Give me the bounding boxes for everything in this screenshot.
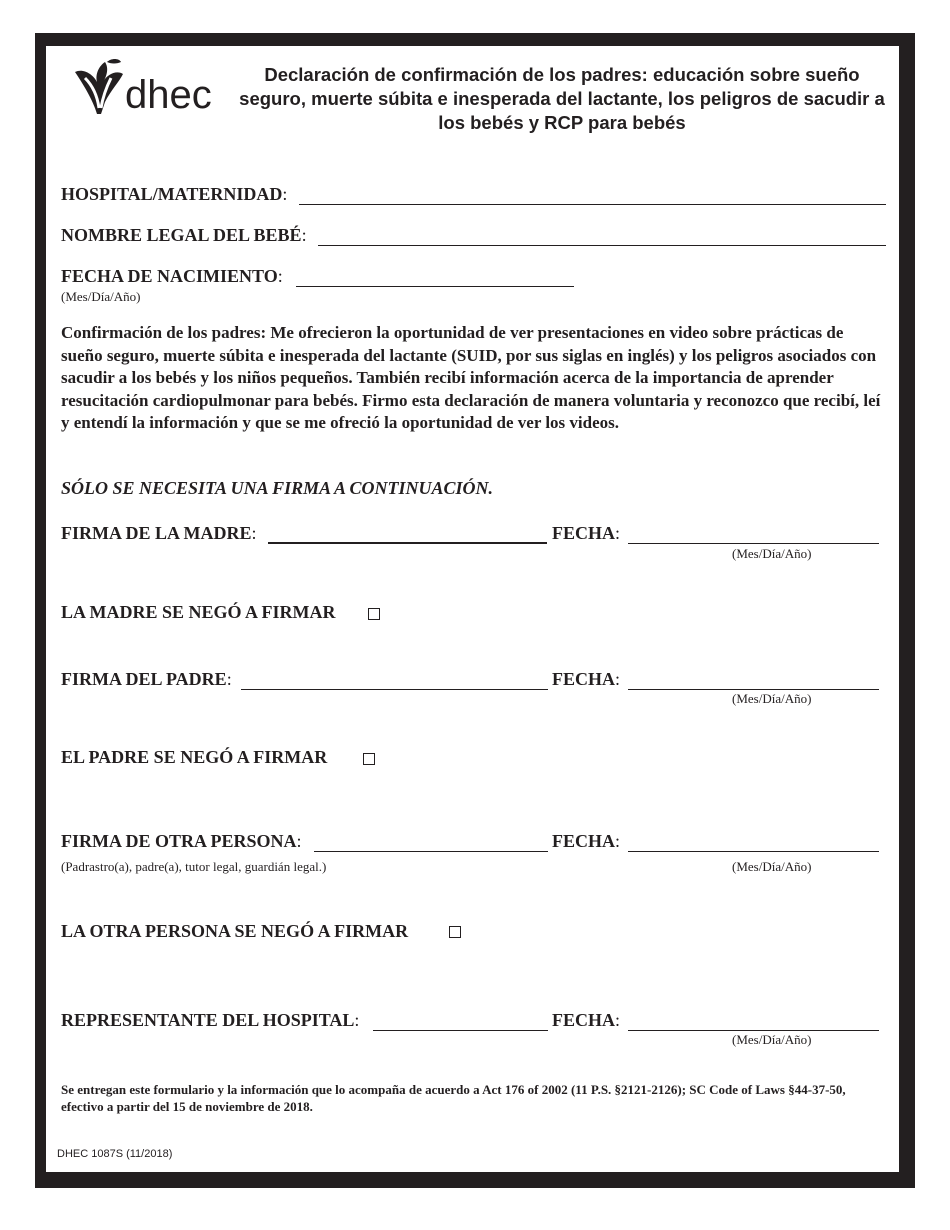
legal-footer: Se entregan este formulario y la información que lo acompaña de acuerdo a Act 176 of 2002 (11 P.S. §2121-2126); SC Code of Laws §44-37-50, efectivo a partir del 15 de noviembre de 2018. bbox=[61, 1082, 846, 1114]
father-refused-checkbox[interactable] bbox=[363, 753, 375, 765]
birth-date-label: FECHA DE NACIMIENTO: bbox=[61, 266, 283, 286]
mother-date-field[interactable] bbox=[628, 543, 879, 544]
form-title: Declaración de confirmación de los padres: educación sobre sueño seguro, muerte súbita e inesperada del lactante, los peligros de sacudir a los bebés y RCP para bebés bbox=[239, 64, 885, 133]
dhec-logo bbox=[71, 58, 216, 118]
father-date-field[interactable] bbox=[628, 689, 879, 690]
other-date-hint: (Mes/Día/Año) bbox=[732, 859, 812, 874]
hospital-label: HOSPITAL/MATERNIDAD: bbox=[61, 184, 288, 204]
other-person-hint: (Padrastro(a), padre(a), tutor legal, guardián legal.) bbox=[61, 859, 327, 874]
father-date-hint: (Mes/Día/Año) bbox=[732, 691, 812, 706]
other-signature-field[interactable] bbox=[314, 851, 548, 852]
mother-refused-label: LA MADRE SE NEGÓ A FIRMAR bbox=[61, 602, 336, 622]
other-date-label: FECHA: bbox=[552, 831, 621, 851]
mother-signature-field[interactable] bbox=[268, 542, 547, 544]
baby-name-field[interactable] bbox=[318, 245, 886, 246]
mother-date-label: FECHA: bbox=[552, 523, 621, 543]
other-refused-label: LA OTRA PERSONA SE NEGÓ A FIRMAR bbox=[61, 921, 409, 941]
baby-name-label: NOMBRE LEGAL DEL BEBÉ: bbox=[61, 225, 307, 245]
birth-date-field[interactable] bbox=[296, 286, 574, 287]
single-signature-note: SÓLO SE NECESITA UNA FIRMA A CONTINUACIÓN. bbox=[61, 478, 493, 498]
form-code: DHEC 1087S (11/2018) bbox=[57, 1148, 173, 1160]
other-refused-checkbox[interactable] bbox=[449, 926, 461, 938]
leaf-tip-icon bbox=[107, 59, 121, 64]
hospital-rep-label: REPRESENTANTE DEL HOSPITAL: bbox=[61, 1010, 360, 1030]
father-signature-label: FIRMA DEL PADRE: bbox=[61, 669, 232, 689]
father-signature-field[interactable] bbox=[241, 689, 548, 690]
hospital-rep-field[interactable] bbox=[373, 1030, 548, 1031]
logo-text: dhec bbox=[125, 73, 212, 117]
hospital-field[interactable] bbox=[299, 204, 886, 205]
other-date-field[interactable] bbox=[628, 851, 879, 852]
hospital-rep-date-field[interactable] bbox=[628, 1030, 879, 1031]
mother-date-hint: (Mes/Día/Año) bbox=[732, 546, 812, 561]
hospital-rep-date-label: FECHA: bbox=[552, 1010, 621, 1030]
mother-refused-checkbox[interactable] bbox=[368, 608, 380, 620]
other-signature-label: FIRMA DE OTRA PERSONA: bbox=[61, 831, 302, 851]
father-date-label: FECHA: bbox=[552, 669, 621, 689]
father-refused-label: EL PADRE SE NEGÓ A FIRMAR bbox=[61, 747, 328, 767]
confirmation-paragraph: Confirmación de los padres: Me ofrecieron la oportunidad de ver presentaciones en video sobre prácticas de sueño seguro, muerte súbita e inesperada del lactante (SUID, por sus siglas en inglés) y los peligros asociados con sacudir a los bebés y los niños pequeños. También recibí información acerca de la importancia de aprender resucitación cardiopulmonar para bebés. Firmo esta declaración de manera voluntaria y reconozco que recibí, leí y entendí la información y que se me ofreció la oportunidad de ver los videos. bbox=[61, 323, 881, 432]
hospital-rep-date-hint: (Mes/Día/Año) bbox=[732, 1032, 812, 1047]
birth-date-hint: (Mes/Día/Año) bbox=[61, 289, 141, 304]
mother-signature-label: FIRMA DE LA MADRE: bbox=[61, 523, 257, 543]
